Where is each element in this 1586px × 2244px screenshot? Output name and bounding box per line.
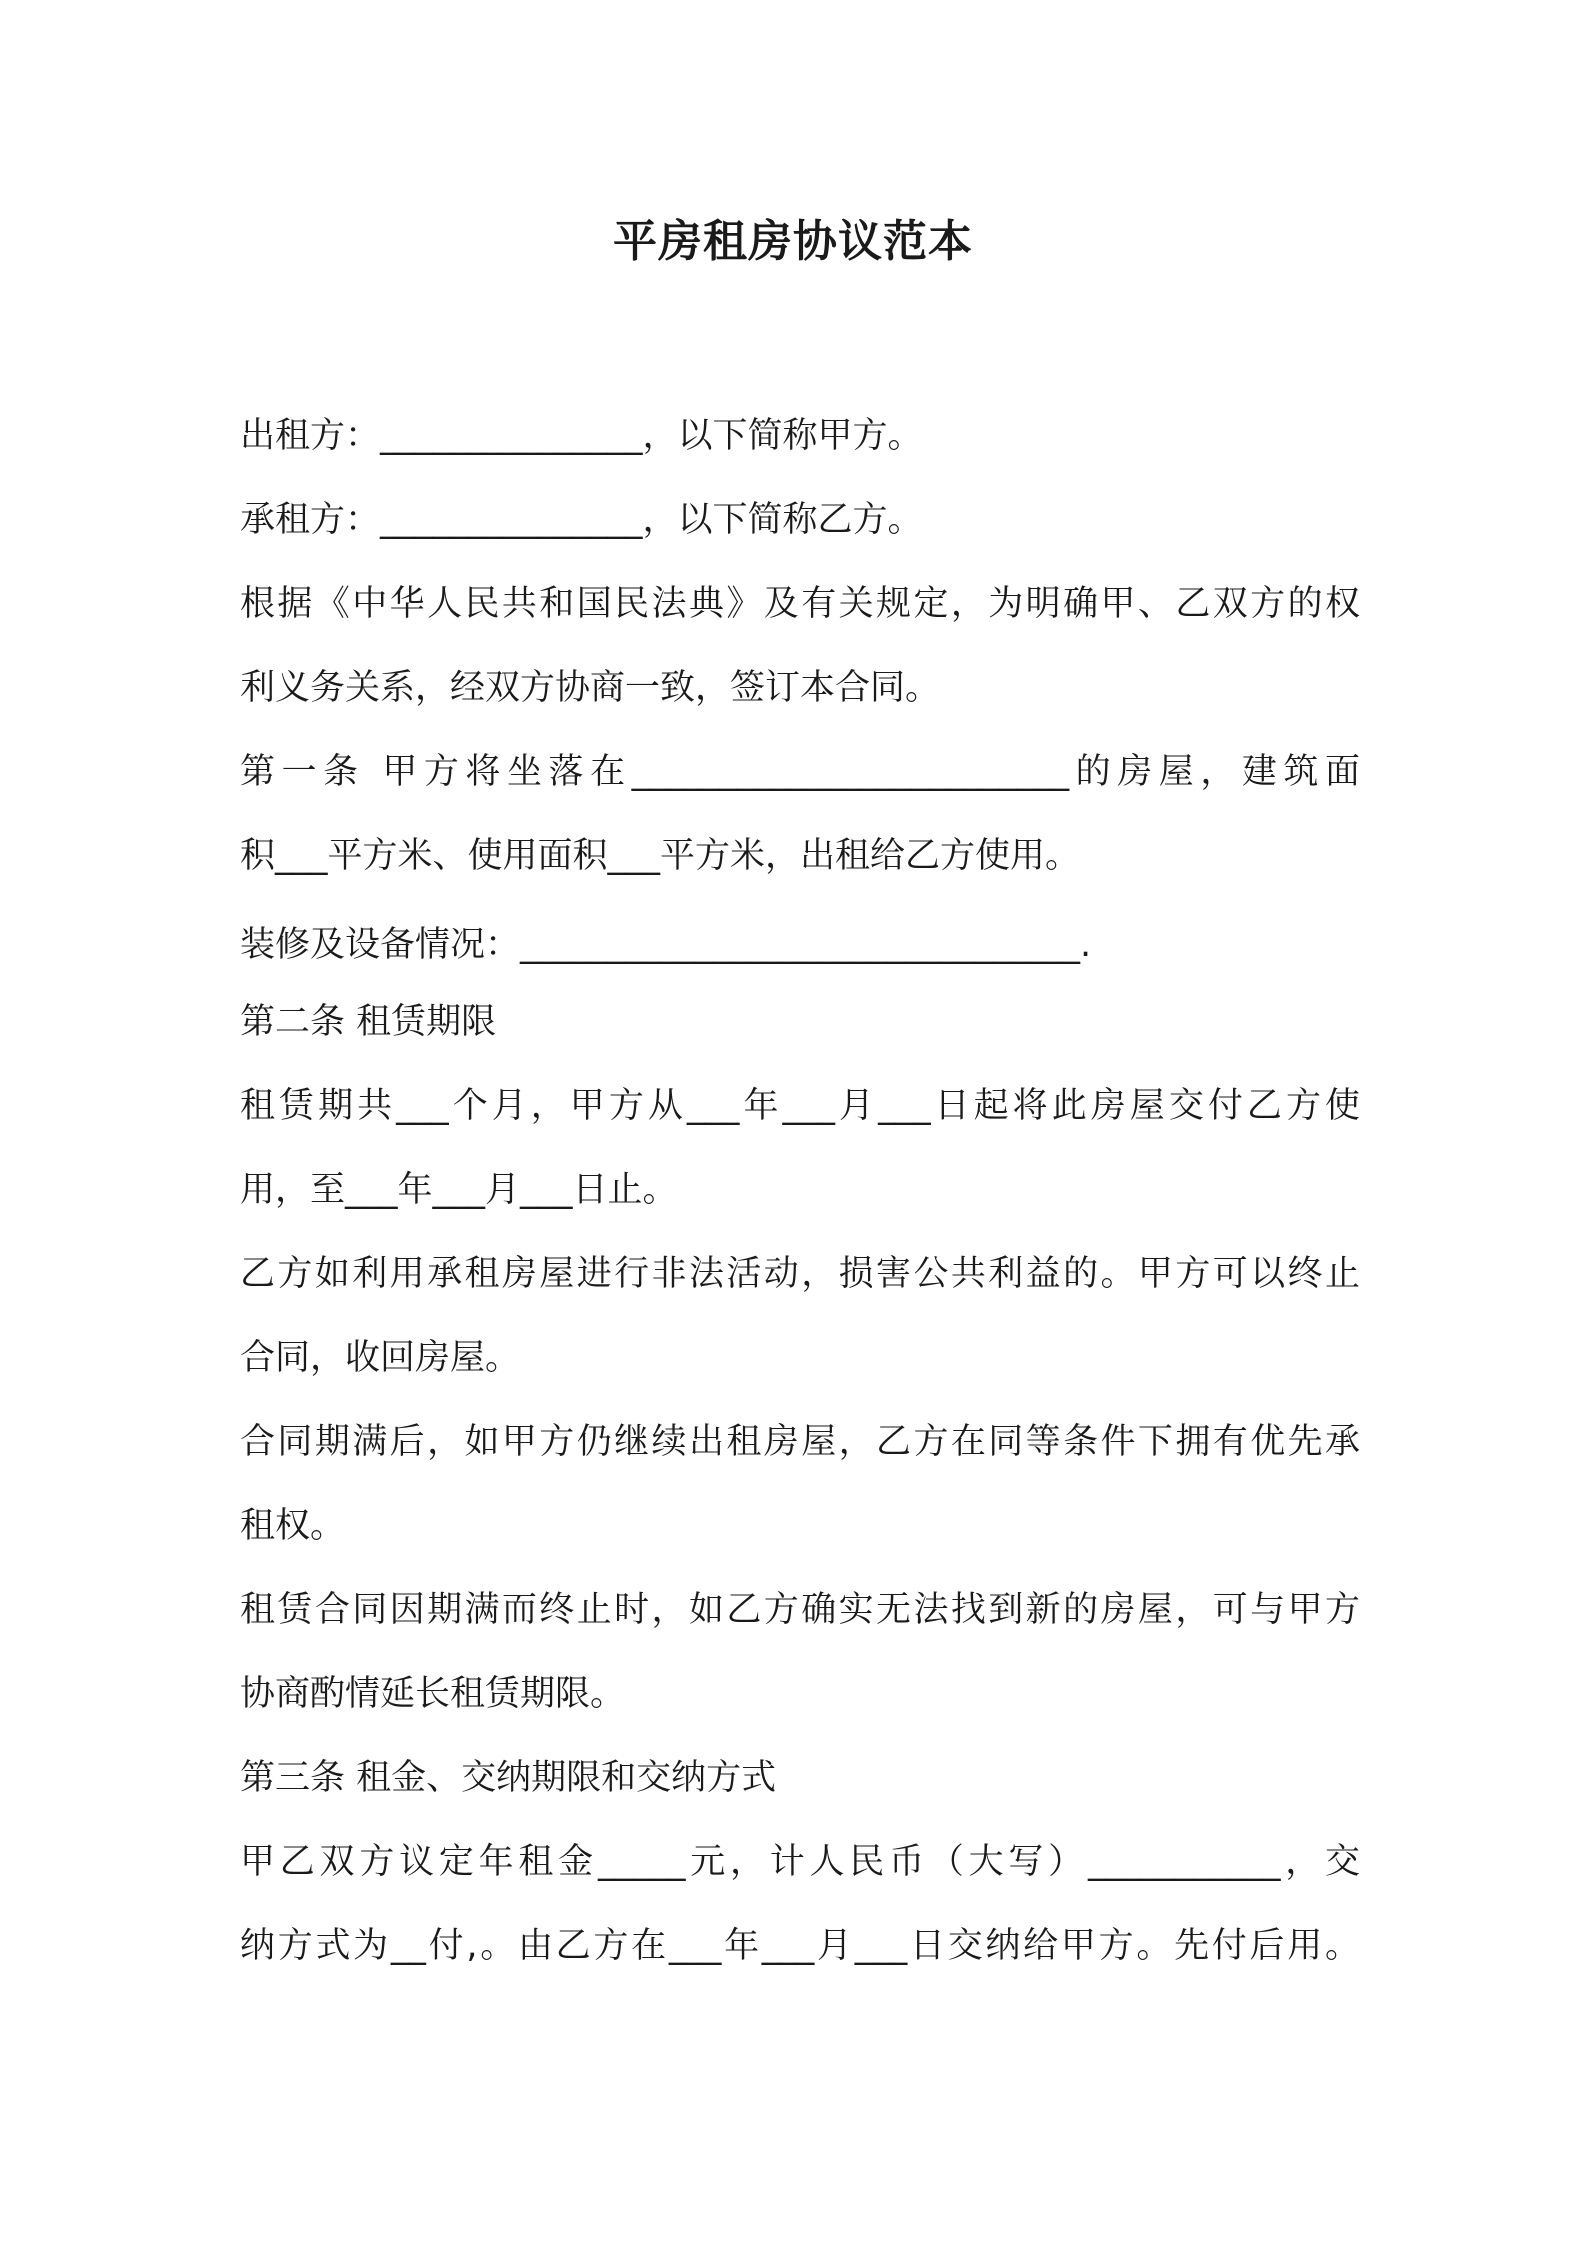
rent-line-1: 甲乙双方议定年租金_____元，计人民币（大写）___________，交 — [240, 1842, 1360, 1882]
lease-term-line-1: 租赁期共___个月，甲方从___年___月___日起将此房屋交付乙方使 — [240, 1086, 1360, 1126]
preamble-line-1: 根据《中华人民共和国民法典》及有关规定，为明确甲、乙双方的权 — [240, 584, 1360, 624]
lessee-line: 承租方：_______________，以下简称乙方。 — [240, 500, 923, 540]
extension-line-1: 租赁合同因期满而终止时，如乙方确实无法找到新的房屋，可与甲方 — [240, 1590, 1360, 1630]
preamble-line-2: 利义务关系，经双方协商一致，签订本合同。 — [240, 668, 941, 708]
article-2-heading: 第二条 租赁期限 — [240, 1002, 497, 1042]
lessor-line: 出租方：_______________，以下简称甲方。 — [240, 416, 923, 456]
renewal-line-2: 租权。 — [240, 1506, 346, 1546]
extension-line-2: 协商酌情延长租赁期限。 — [240, 1674, 626, 1714]
illegal-use-line-2: 合同，收回房屋。 — [240, 1338, 521, 1378]
renewal-line-1: 合同期满后，如甲方仍继续出租房屋，乙方在同等条件下拥有优先承 — [240, 1422, 1360, 1462]
article-1-line-2: 积___平方米、使用面积___平方米，出租给乙方使用。 — [240, 836, 1081, 876]
rent-line-2: 纳方式为__付,。由乙方在___年___月___日交纳给甲方。先付后用。 — [240, 1926, 1360, 1966]
lease-term-line-2: 用，至___年___月___日止。 — [240, 1170, 678, 1210]
article-1-line-1: 第一条 甲方将坐落在_________________________的房屋，建筑面 — [240, 752, 1360, 792]
document-title: 平房租房协议范本 — [613, 216, 973, 267]
article-3-heading: 第三条 租金、交纳期限和交纳方式 — [240, 1758, 777, 1798]
decoration-line: 装修及设备情况：________________________________. — [240, 925, 1092, 965]
illegal-use-line-1: 乙方如利用承租房屋进行非法活动，损害公共利益的。甲方可以终止 — [240, 1254, 1360, 1294]
